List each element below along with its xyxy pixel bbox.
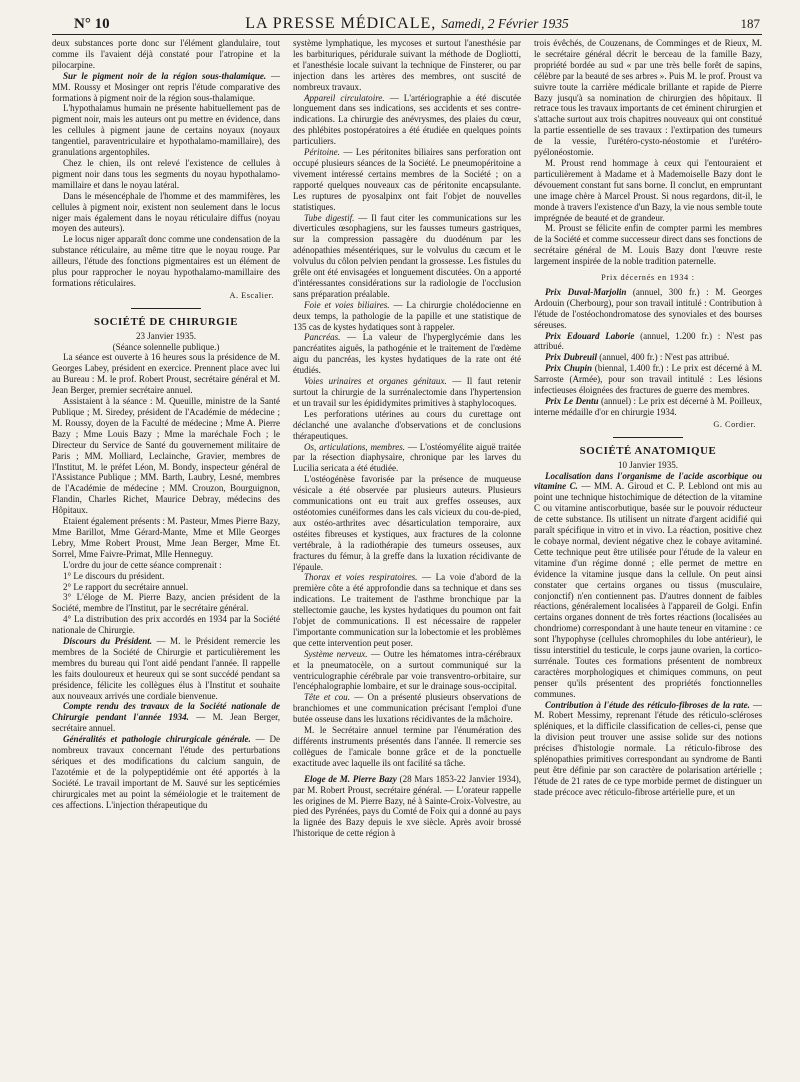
paragraph-text: — M. Robert Messimy, reprenant l'étude des réticulo-scléroses spléniques, et la difficile classification de celles-ci, pense que la division peut trouver une assise solide sur des notions précises d'histologie normale. La réticulo-fibrose des splénopathies primitives correspondant au syndrome de Banti peut être définie par son caractère de polarisation artérielle ; l'étude de 21 rates de ce type morbide permet de distinguer un stade précoce avec réticulo-fibrose artérielle pure, et un: [534, 699, 762, 797]
paragraph-text: (annuel, 1.200 fr.) : N'est pas attribué.: [534, 330, 762, 352]
paragraph-text: — MM. A. Giroud et C. P. Leblond ont mis au point une technique histochimique de détection de la vitamine C ou vitamine antiscorbutique, basée sur le pouvoir réducteur de cette substance. Ils utilisent un nitrate d'argent acidifié qui paraît spécifique in vitro et in vivo. La réaction, positive chez le cobaye normal, devient négative chez le cobaye avitaminé. Cette technique peut être utilisée pour l'étude de la valeur en vitamine d'un régime donné ; elle permet de mettre en évidence la vitamine jusque dans la cellule. On peut ainsi constater que certains organes ou tissus (musculaire, conjonctif) n'en contiennent pas. D'autres donnent de faibles réactions, généralement localisées à l'appareil de Golgi. Enfin certains organes donnent de très fortes réactions (localisées au chondriome) correspondant à une haute teneur en vitamine : ce sont l'hypophyse (cellules chromophiles du lobe antérieur), le tissu interstitiel du testicule, le corps jaune ovarien, la cortico-surrénale. Toutes ces formations présentent de nombreux caractères morphologiques et chimiques communs, on peut penser qu'ils présentent des propriétés fonctionnelles communes.: [534, 481, 762, 699]
paragraph: [293, 692, 521, 725]
author-signature: A. Escalier.: [229, 290, 274, 300]
paragraph: [52, 701, 280, 734]
list-item: 1° Le discours du président.: [63, 570, 165, 581]
paragraph: [293, 442, 521, 475]
paragraph-text: (28 Mars 1853-22 Janvier 1934), par M. Robert Proust, secrétaire général. — L'orateur rappelle les origines de M. Pierre Bazy, né à Sainte-Croix-Volvestre, au pied des Pyrénées, pays du Comté de Foix qui a donné au pays la lignée des Bazy depuis le xve siècle. Après avoir brossé l'historique de cette région à: [293, 773, 521, 839]
paragraph: Le locus niger apparaît donc comme une condensation de la substance réticulaire, au même titre que le noyau rouge. Par ailleurs, l'étude des fonctions pigmentaires est un élément de plus pour rapprocher le noyau hypothalamo-mamillaire des formations réticulaires.: [52, 234, 280, 288]
subsection-title: Os, articulations, membres.: [304, 441, 406, 452]
section-divider: [613, 437, 683, 438]
column-2: [293, 38, 521, 1078]
paragraph: Chez le chien, ils ont relevé l'existence de cellules à pigment noir dans tous les segments du noyau hypothalamo-mamillaire et dans le noyau latéral.: [52, 157, 280, 190]
paragraph: M. le Secrétaire annuel termine par l'énumération des différents instruments présentés dans l'année. Il remercie ses collègues de l'amicale bonne grâce et de la ponctuelle exactitude avec laquelle ils ont facilité sa tâche.: [293, 725, 521, 768]
subsection-title: Tube digestif.: [304, 212, 355, 223]
article-columns: [52, 38, 762, 1078]
section-subtitle: (Séance solennelle publique.): [112, 341, 220, 352]
paragraph: Assistaient à la séance : M. Queuille, ministre de la Santé Publique ; M. Siredey, président de l'Académie de médecine ; M. Roussy, doyen de la Faculté de médecine ; Mme A. Pierre Bazy ; Mme Louis Bazy ; Mme la maréchale Foch ; le Directeur du Service de Santé du gouvernement militaire de Paris ; MM. Molliard, Leclainche, Gravier, membres de l'Institut, M. le préfet Léon, M. Bondy, inspecteur général de l'Assistance Publique ; MM. Barth, Laubry, Lesné, membres de l'Académie de médecine ; MM. Crouzon, Bourguignon, Flandin, Charles Richet, Maurice Debray, médecins des Hôpitaux.: [52, 396, 280, 516]
paragraph: [534, 287, 762, 331]
prize-heading: Prix décernés en 1934 :: [601, 273, 695, 283]
author-signature: G. Cordier.: [713, 419, 756, 429]
subsection-title: Généralités et pathologie chirurgicale générale.: [63, 734, 251, 745]
paragraph: [293, 300, 521, 333]
paragraph: [52, 734, 280, 810]
paragraph: [52, 71, 280, 104]
paragraph-text: (annuel, 300 fr.) : M. Georges Ardouin (Cherbourg), pour son travail intitulé : Contribution à l'étude de l'ostéochondromatose des synoviales et des bourses séreuses.: [534, 286, 762, 330]
paragraph-text: — M. Jean Berger, secrétaire annuel.: [52, 712, 280, 734]
paragraph: [293, 572, 521, 648]
paragraph: La séance est ouverte à 16 heures sous la présidence de M. Georges Labey, président en exercice. Prennent place avec lui au Bureau : M. le prof. Robert Proust, secrétaire général et M. Jean Berger, premier secrétaire annuel.: [52, 352, 280, 396]
paragraph: deux substances porte donc sur l'élément glandulaire, tout comme ils l'avaient déjà constaté pour l'atropine et la pilocarpine.: [52, 38, 280, 70]
paragraph-text: — Outre les hématomes intra-cérébraux et la pneumatocèle, on a surtout communiqué sur la ventriculographie cérébrale par voie transventro-orbitaire, sur l'encéphalographie lombaire, et sur le drainage sous-occipital.: [293, 648, 521, 692]
paragraph-text: — L'ostéomyélite aiguë traitée par la résection diaphysaire, chronique par les larves du Lucilia sericata a été étudiée.: [293, 441, 521, 474]
paragraph: trois évêchés, de Couzenans, de Comminges et de Rieux, M. le secrétaire général décrit le berceau de la famille Bazy, propriété bordée au sud « par une très belle forêt de sapins, célèbre par la beauté de ses arbres ». Puis M. le prof. Proust va suivre toute la carrière médicale brillante et rapide de Pierre Bazy jusqu'à sa nomination de chirurgien des hôpitaux. Il retrace tous les travaux importants de cet éminent chirurgien et s'attache surtout aux trois chapitres nouveaux qui ont constitué la partie essentielle de ses travaux : l'extirpation des tumeurs de la vessie, l'urétéro-cysto-néostomie et l'urétéro-pyélonéostomie.: [534, 38, 762, 158]
paragraph: système lymphatique, les mycoses et surtout l'anesthésie par les barbituriques, péridurale suivant la méthode de Dogliotti, et l'anesthésie locale suivant la technique de Finsterer, ou par injection dans les artères des membres, ont suscité de nombreux travaux.: [293, 38, 521, 92]
paragraph: M. Proust rend hommage à ceux qui l'entouraient et particulièrement à Madame et à Mademoiselle Bazy dont le dévouement constant fut sans borne. Il conclut, en empruntant une image chère à Marcel Proust. Si nous regardons, dit-il, le monde à travers l'existence d'un Bazy, la vie nous semble toute imprégnée de beauté et de grandeur.: [534, 157, 762, 223]
paragraph-text: — La valeur de l'hyperglycémie dans les pancréatites aiguës, la pathogénie et le traitement de l'œdème aigu du pancréas, les kystes hydatiques de la rate ont été étudiés.: [293, 332, 521, 376]
column-1: [52, 38, 280, 1078]
prize-name: Prix Dubreuil: [545, 352, 598, 363]
paragraph-text: — Il faut citer les communications sur les diverticules œsophagiens, sur les fausses tumeurs gastriques, sur la compression passagère du duodénum par les adénopathies mésentériques, sur le volvulus du cæcum et le volvulus du côlon pelvien pendant la grossesse. Les fistules du grêle ont été envisagées et longuement discutées. On a apporté d'intéressantes considérations sur la radiologie de l'occlusion sans préparation préalable.: [293, 212, 521, 299]
prize-name: Prix Chupin: [545, 363, 593, 374]
subsection-title: Appareil circulatoire.: [304, 92, 385, 103]
paragraph: [534, 352, 762, 363]
column-3: [534, 38, 762, 1078]
paragraph-text: (biennal, 1.400 fr.) : Le prix est décerné à M. Sarroste (Armée), pour son travail intitulé : Les lésions infectieuses éloignées des fractures de guerre des membres.: [534, 363, 762, 396]
subsection-title: Tête et cou.: [304, 692, 350, 703]
paragraph: [534, 396, 762, 418]
paragraph-text: (annuel, 400 fr.) : N'est pas attribué.: [597, 352, 730, 363]
section-date: 10 Janvier 1935.: [617, 459, 679, 470]
subsection-title: Foie et voies biliaires.: [304, 299, 390, 310]
prize-name: Prix Le Dentu: [545, 396, 599, 406]
section-title: SOCIÉTÉ DE CHIRURGIE: [94, 315, 238, 328]
prize-name: Prix Edouard Laborie: [545, 330, 635, 341]
page-header: [52, 12, 762, 35]
paragraph: [293, 213, 521, 300]
paragraph: L'hypothalamus humain ne présente habituellement pas de pigment noir, mais les auteurs ont pu mettre en évidence, dans les cellules à pigment jaune de certains noyaux (noyaux tangentiel, paraventriculaire et hypothalamo-mamillaire), des granulations argentophiles.: [52, 103, 280, 158]
paragraph-text: (annuel) : Le prix est décerné à M. Poilleux, interne médaille d'or en chirurgie 1934.: [534, 396, 762, 417]
subsection-title: Contribution à l'étude des réticulo-fibroses de la rate.: [545, 699, 750, 710]
prize-name: Prix Duval-Marjolin: [545, 286, 627, 297]
paragraph: Dans le mésencéphale de l'homme et des mammifères, les cellules à pigment noir, existent non seulement dans le locus niger mais également dans le noyau réticulaire diffus (noyau moyen des auteurs).: [52, 190, 280, 234]
paragraph: [293, 147, 521, 212]
paragraph: [293, 649, 521, 693]
section-divider: [131, 308, 201, 309]
paragraph: L'ostéogénèse favorisée par la présence de muqueuse vésicale a été observée par plusieurs auteurs. Plusieurs communications ont eu trait aux greffes osseuses, aux ostéotomies cunéiformes dans les cals vicieux du cou-de-pied, aux ostéo-arthrites avec désarticulation temporaire, aux ostéites fibreuses et kystiques, aux fractures de la colonne vertébrale, à la radiothérapie des tumeurs osseuses, aux fractures du fémur, à la greffe dans la luxation récidivante de l'épaule.: [293, 474, 521, 572]
list-item: 4° La distribution des prix accordés en 1934 par la Société nationale de Chirurgie.: [52, 614, 280, 636]
paragraph-text: — On a présenté plusieurs observations de branchiomes et une communication précisant l'emploi d'une butée osseuse dans les luxations récidivantes de la mâchoire.: [293, 692, 521, 725]
paragraph: [293, 376, 521, 409]
paragraph: [293, 332, 521, 376]
subsection-title: Voies urinaires et organes génitaux.: [304, 376, 447, 387]
issue-date: Samedi, 2 Février 1935: [441, 16, 569, 31]
paragraph-text: — L'artériographie a été discutée longuement dans ses indications, ses accidents et ses contre-indications. La chirurgie des anévrysmes, des plaies du cœur, des phlébites postopératoires a été étudiée en quelques points particuliers.: [293, 92, 521, 147]
paragraph-text: — De nombreux travaux concernant l'étude des perturbations sériques et des modifications du calcium sanguin, de l'azotémie et de la polypeptidémie ont été apportés à la Société. Le travail important de M. Sauvé sur les septicémies chirurgicales met au point la séméiologie et le traitement de ces affections. L'injection thérapeutique du: [52, 734, 280, 810]
paragraph: Etaient également présents : M. Pasteur, Mmes Pierre Bazy, Mme Barillot, Mme Gérard-Mante, Mme et Mlle Georges Lebry, Mme Robert Proust, Mme Jean Berger, Mme Et. Sorrel, Mme Faivre-Primat, Mlle Henneguy.: [52, 516, 280, 559]
paragraph: Les perforations utérines au cours du curettage ont déclanché une avalanche d'observations et de conclusions thérapeutiques.: [293, 408, 521, 441]
journal-name: LA PRESSE MÉDICALE,: [245, 15, 437, 32]
subsection-title: Pancréas.: [304, 332, 341, 343]
subsection-title: Compte rendu des travaux de la Société nationale de Chirurgie pendant l'année 1934.: [52, 701, 280, 723]
paragraph: [534, 331, 762, 353]
paragraph: [534, 363, 762, 396]
page-number: 187: [740, 16, 760, 31]
paragraph-text: — La voie d'abord de la première côte a été approfondie dans sa technique et dans ses indications. Le traitement de l'asthme bronchique par la stellectomie gauche, les kystes hydatiques du poumon ont fait l'objet de communications. Il est nécessaire de rappeler l'importante communication sur la lobectomie et les problèmes que cette intervention peut poser.: [293, 572, 521, 648]
list-item: 2° Le rapport du secrétaire annuel.: [63, 581, 189, 592]
list-item: 3° L'éloge de M. Pierre Bazy, ancien président de la Société, membre de l'Institut, par le secrétaire général.: [52, 592, 280, 614]
paragraph-text: — Il faut retenir surtout la chirurgie de la surrénalectomie dans l'hypertension et un travail sur les épididymites primitives à staphylocoques.: [293, 376, 521, 408]
subsection-title: Système nerveux.: [304, 648, 368, 659]
paragraph: [293, 93, 521, 148]
issue-number: N° 10: [74, 16, 110, 32]
paragraph-text: — M. le Président remercie les membres de la Société de Chirurgie et particulièrement les membres du bureau qui l'ont aidé pendant l'année. Il rappelle les faits douloureux et heureux qui se sont succédé pendant sa présidence, félicite les collègues élus à l'Institut et souhaite aux nouveaux arrivés une cordiale bienvenue.: [52, 636, 280, 701]
paragraph: [534, 471, 762, 700]
paragraph: [52, 636, 280, 701]
section-title: SOCIÉTÉ ANATOMIQUE: [579, 444, 717, 457]
subsection-title: Thorax et voies respiratoires.: [304, 572, 418, 583]
paragraph-text: — La chirurgie cholédocienne en deux temps, la pathologie de la papille et une statistique de 135 cas de kystes hydatiques sont à rappeler.: [293, 299, 521, 332]
subsection-title: Sur le pigment noir de la région sous-thalamique.: [63, 70, 267, 81]
paragraph: [534, 700, 762, 798]
paragraph: L'ordre du jour de cette séance comprenait :: [63, 559, 222, 570]
paragraph-text: — MM. Roussy et Mosinger ont repris l'étude comparative des formations à pigment noir de la région sous-thalamique.: [52, 70, 280, 103]
subsection-title: Discours du Président.: [63, 636, 153, 647]
paragraph-text: — Les péritonites biliaires sans perforation ont occupé plusieurs séances de la Société. Le pneumopéritoine a vivement intéressé certains membres de la Société ; on a rapporté quelques nouveaux cas de péritonite encapsulante. Les ruptures de pyosalpinx ont fait l'objet de nouvelles statistiques.: [293, 147, 521, 212]
subsection-title: Localisation dans l'organisme de l'acide ascorbique ou vitamine C.: [534, 470, 762, 492]
paragraph: M. Proust se félicite enfin de compter parmi les membres de la Société et comme successeur direct dans ses fonctions de secrétaire général de M. Louis Bazy dont l'œuvre reste largement inspirée de la noble tradition paternelle.: [534, 223, 762, 267]
subsection-title: Eloge de M. Pierre Bazy: [304, 773, 397, 784]
paragraph: [293, 774, 521, 839]
section-date: 23 Janvier 1935.: [135, 330, 197, 341]
subsection-title: Péritoine.: [304, 147, 340, 158]
publication-title: [52, 15, 762, 33]
